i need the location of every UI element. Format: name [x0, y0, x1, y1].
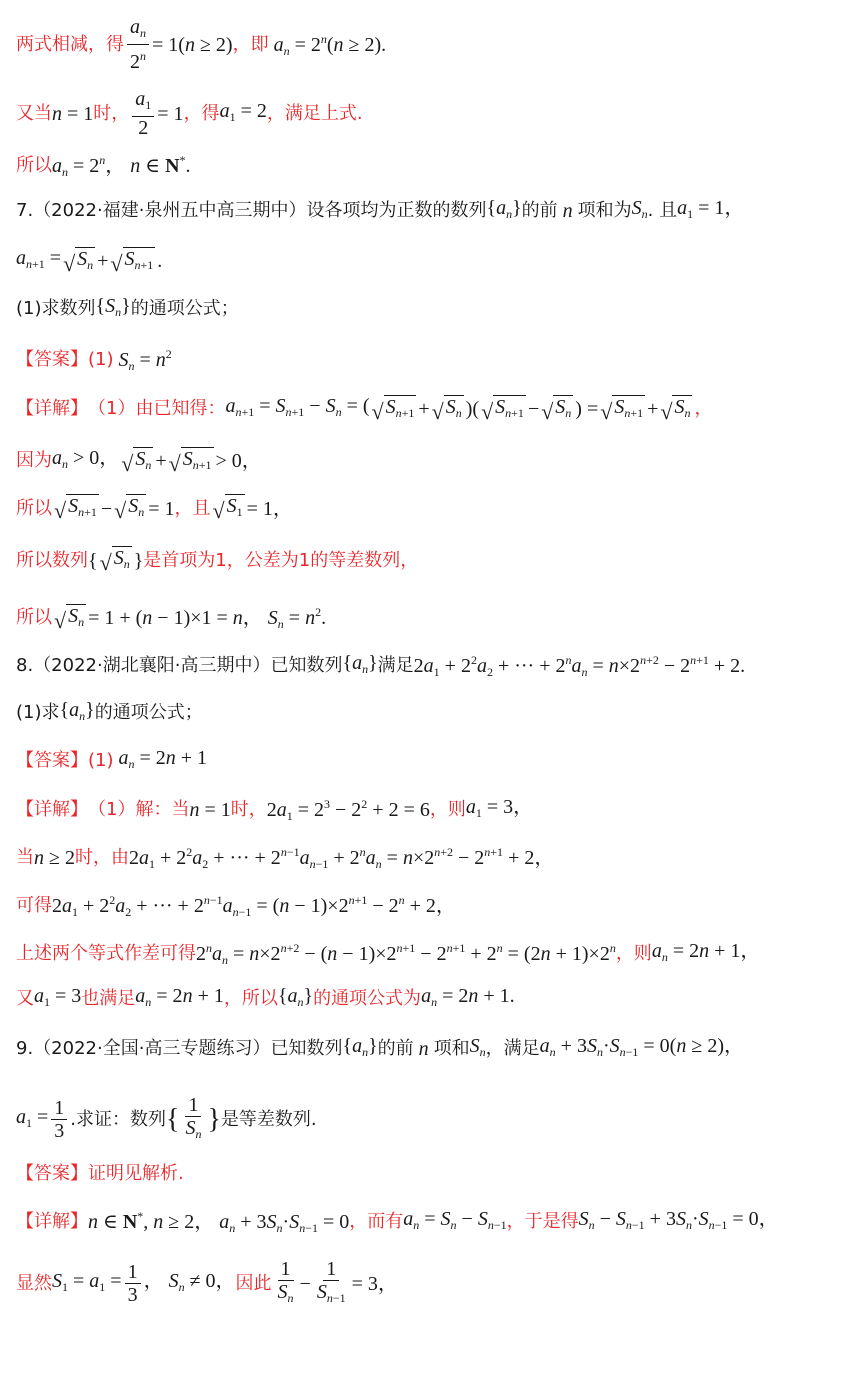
text: 设各项均为正数的数列	[306, 200, 487, 221]
answer-label: 【答案】	[16, 1163, 88, 1184]
math: $\{a_n\}$	[486, 197, 522, 221]
text: 时，	[230, 799, 267, 820]
text: 的通项公式为	[313, 988, 422, 1009]
sqrt: √ $S_n$	[99, 547, 130, 575]
sqrt: √ $S_{n+1}$	[481, 395, 524, 424]
sqrt: √ $S_n$	[63, 247, 94, 276]
sqrt: √ $S_{n+1}$	[110, 247, 154, 276]
sqrt: √ $S_{n+1}$	[54, 495, 97, 523]
math: = 1(n ≥ 2)	[152, 33, 233, 56]
question-source: （2022·全国·高三专题练习）	[33, 1038, 271, 1059]
answer-8	[16, 744, 207, 778]
math: $a_n = 2^n$， n ∈ N*.	[52, 153, 191, 179]
line-subtract-result	[16, 16, 386, 73]
part-label: （1）	[88, 398, 136, 419]
text: ，且	[174, 497, 211, 519]
fraction: $\frac{1}{3}$	[125, 1261, 141, 1306]
math: {	[166, 1103, 180, 1135]
math: = 1	[157, 102, 184, 125]
math: $\{a_n\}$	[277, 985, 314, 1009]
math: .	[157, 250, 163, 272]
math: $2a_1 + 2^2a_2$ + ··· + $2^{n-1}a_{n-1} + 2^na_n = n\times 2^{n+2} - 2^{n+1} + 2$，	[128, 845, 555, 871]
math: n	[562, 200, 573, 222]
text: 解：当	[135, 799, 190, 820]
question-number: 7.	[16, 200, 34, 221]
detail-label: 【详解】	[16, 1211, 88, 1232]
math: $\{a_n\}$	[342, 1035, 378, 1059]
math: }	[133, 549, 144, 572]
text: 已知数列	[270, 655, 343, 676]
math: }	[207, 1103, 221, 1135]
question-9-condition	[16, 1094, 317, 1145]
answer-label: 【答案】	[16, 349, 88, 370]
question-8	[16, 646, 745, 686]
math: n ∈ N*, n ≥ 2， $a_n + 3S_n\cdot S_{n-1} = 0$	[88, 1209, 350, 1235]
math: ， $S_n \ne 0$，	[143, 1269, 236, 1294]
sqrt: √ $S_n$	[114, 495, 145, 523]
question-9	[16, 1032, 744, 1066]
sqrt: √ $S_n$	[121, 447, 152, 476]
detail-7-line1	[16, 392, 712, 426]
math: ) =	[575, 398, 599, 420]
math: $2a_1 + 2^2a_2$ + ··· + $2^{n-1}a_{n-1} = (n - 1)\times 2^{n+1} - 2^n + 2$，	[52, 893, 456, 919]
sqrt: √ $S_{n+1}$	[168, 447, 212, 476]
text: ，于是得	[506, 1211, 579, 1232]
math: $a_n = 2n + 1$，	[651, 940, 761, 964]
text: 所以数列	[16, 549, 88, 571]
text: 满足	[377, 655, 414, 676]
math: $a_n = 2n + 1$.	[421, 985, 515, 1009]
text: 因为	[16, 450, 52, 471]
question-8-part1	[16, 696, 203, 730]
math: n	[418, 1038, 429, 1060]
text: ，而有	[349, 1211, 404, 1232]
math: $a_1 = 3$	[34, 985, 82, 1009]
math: n = 1	[189, 799, 231, 821]
math: )(	[465, 398, 480, 420]
detail-9-line1	[16, 1202, 779, 1242]
question-7	[16, 194, 744, 228]
math: > 0，	[215, 450, 262, 472]
part-label: (1)	[88, 349, 114, 370]
math: −	[100, 497, 113, 520]
detail-8-line2	[16, 838, 554, 878]
sqrt: √ $S_n$	[431, 395, 462, 424]
fraction: $\frac{a_1}{2}$	[132, 88, 154, 139]
text: (1)求数列	[16, 298, 96, 319]
math: +	[647, 398, 659, 420]
math: $S_n - S_{n-1} + 3S_n\cdot S_{n-1} = 0$，	[578, 1208, 779, 1232]
sqrt: √ $S_{n+1}$	[371, 395, 415, 424]
math: $a_n = 2n + 1$	[135, 985, 224, 1009]
text: 因此	[235, 1272, 272, 1294]
text: 由已知得：	[135, 398, 226, 419]
detail-8-line3	[16, 886, 456, 926]
text: 的通项公式；	[94, 702, 203, 723]
text: 又	[16, 988, 34, 1009]
text: ，即	[232, 33, 269, 55]
sqrt: √ $S_{n+1}$	[600, 395, 644, 424]
fraction: $\frac{1}{S_n}$	[277, 1258, 294, 1305]
detail-9-line2	[16, 1258, 398, 1309]
math: $a_1 = 3$，	[465, 796, 534, 820]
math: = 3，	[351, 1272, 398, 1295]
math: +	[97, 250, 109, 272]
math: = 1	[148, 497, 175, 520]
math: $a_n > 0$，	[52, 447, 120, 471]
detail-label: 【详解】	[16, 799, 88, 820]
detail-label: 【详解】	[16, 398, 88, 419]
math: $a_{n+1} = S_{n+1} - S_n$ = (	[225, 395, 370, 419]
detail-8-line5	[16, 982, 515, 1016]
line-conclusion	[16, 146, 191, 186]
math: $\{S_n\}$	[95, 295, 131, 319]
text: 是首项为1，公差为1的等差数列，	[143, 549, 419, 571]
math: −	[299, 1272, 311, 1295]
text: 所以	[16, 607, 52, 628]
math: +	[155, 450, 167, 472]
detail-8-line4	[16, 934, 760, 974]
text: 显然	[16, 1272, 52, 1294]
text: 时，由	[74, 847, 129, 868]
text: (1)求	[16, 702, 60, 723]
math: = 1，	[246, 497, 293, 520]
part-label: （1）	[88, 799, 136, 820]
line-n-equals-1	[16, 88, 363, 139]
answer-label: 【答案】	[16, 750, 88, 771]
math: $\{a_n\}$	[59, 699, 95, 723]
math: $a_1$ =	[16, 1105, 49, 1130]
text: 的前	[521, 200, 558, 221]
text: 项和为	[577, 200, 632, 221]
fraction: $\frac{1}{S_n}$	[185, 1094, 202, 1141]
math: $a_n + 3S_n\cdot S_{n-1} = 0(n \ge 2)$，	[539, 1035, 744, 1059]
detail-7-line2	[16, 444, 262, 478]
detail-8-line1	[16, 790, 533, 830]
text: 的通项公式；	[130, 298, 239, 319]
sqrt: √ $S_n$	[54, 604, 85, 633]
text: 项和	[433, 1038, 470, 1059]
answer-7	[16, 340, 172, 380]
math: n ≥ 2	[34, 847, 75, 869]
text: ，满足上式.	[266, 102, 363, 124]
question-source: （2022·福建·泉州五中高三期中）	[33, 200, 307, 221]
math: $2a_1 = 2^3 - 2^2 + 2 = 6$	[266, 797, 430, 823]
question-source: （2022·湖北襄阳·高三期中）	[33, 655, 271, 676]
math: n = 1	[52, 102, 94, 125]
fraction: $\frac{1}{S_{n-1}}$	[316, 1258, 346, 1305]
text: ，得	[183, 102, 220, 124]
math: $S_n = n^2$	[118, 347, 172, 373]
text: 上述两个等式作差可得	[16, 943, 196, 964]
part-label: (1)	[88, 750, 114, 771]
math: $S_1 = a_1$ =	[52, 1269, 122, 1294]
text: ，所以	[223, 988, 278, 1009]
text: 的前	[377, 1038, 414, 1059]
math: = 1 + (n − 1)×1 = n， $S_n = n^2$.	[88, 605, 327, 631]
fraction: $\frac{a_n}{2^n}$	[127, 16, 149, 73]
text: 也满足	[81, 988, 136, 1009]
text: ，满足	[485, 1038, 540, 1059]
question-7-condition	[16, 244, 162, 278]
question-7-part1	[16, 292, 239, 326]
sqrt: √ $S_n$	[660, 395, 691, 424]
math: $a_n = 2^n(n \ge 2)$.	[273, 31, 387, 58]
math: $a_1 = 1$，	[677, 197, 745, 221]
math: $a_{n+1}$ =	[16, 247, 62, 271]
math: $a_n = 2n + 1$	[118, 747, 208, 771]
question-number: 8.	[16, 655, 34, 676]
text: 所以	[16, 497, 52, 519]
sqrt: √ $S_1$	[212, 495, 243, 523]
math: −	[527, 398, 540, 420]
text: . 且	[647, 200, 678, 221]
text: 可得	[16, 895, 52, 916]
text: 是等差数列.	[220, 1108, 317, 1130]
text: ，则	[615, 943, 652, 964]
text: 所以	[16, 155, 52, 176]
text: .求证：数列	[70, 1108, 167, 1130]
math: $S_n$	[469, 1035, 486, 1059]
math: $\{a_n\}$	[342, 652, 378, 676]
detail-7-line5	[16, 598, 326, 638]
sqrt: √ $S_n$	[541, 395, 572, 424]
math: $2^na_n = n\times 2^{n+2} - (n - 1)\times 2^{n+1} - 2^{n+1} + 2^n = (2n + 1)\times 2^n$	[196, 941, 616, 967]
math: {	[88, 549, 98, 572]
fraction: $\frac{1}{3}$	[51, 1097, 67, 1142]
math: $a_n = S_n - S_{n-1}$	[403, 1208, 507, 1232]
math: $2a_1 + 2^2a_2$ + ··· + $2^na_n = n\times 2^{n+2} - 2^{n+1} + 2$.	[413, 653, 746, 679]
text: ，则	[429, 799, 466, 820]
text: 两式相减，得	[16, 33, 124, 55]
text: 时，	[93, 102, 130, 124]
text: 已知数列	[270, 1038, 343, 1059]
detail-7-line4	[16, 546, 418, 575]
question-number: 9.	[16, 1038, 34, 1059]
math: $a_1 = 2$	[219, 99, 267, 124]
text: 又当	[16, 102, 52, 124]
text: 当	[16, 847, 34, 868]
text: 证明见解析.	[88, 1163, 184, 1184]
math: $S_n$	[631, 197, 648, 221]
text: ，	[694, 398, 713, 419]
answer-9	[16, 1160, 184, 1188]
detail-7-line3	[16, 494, 293, 523]
math: +	[418, 398, 430, 420]
